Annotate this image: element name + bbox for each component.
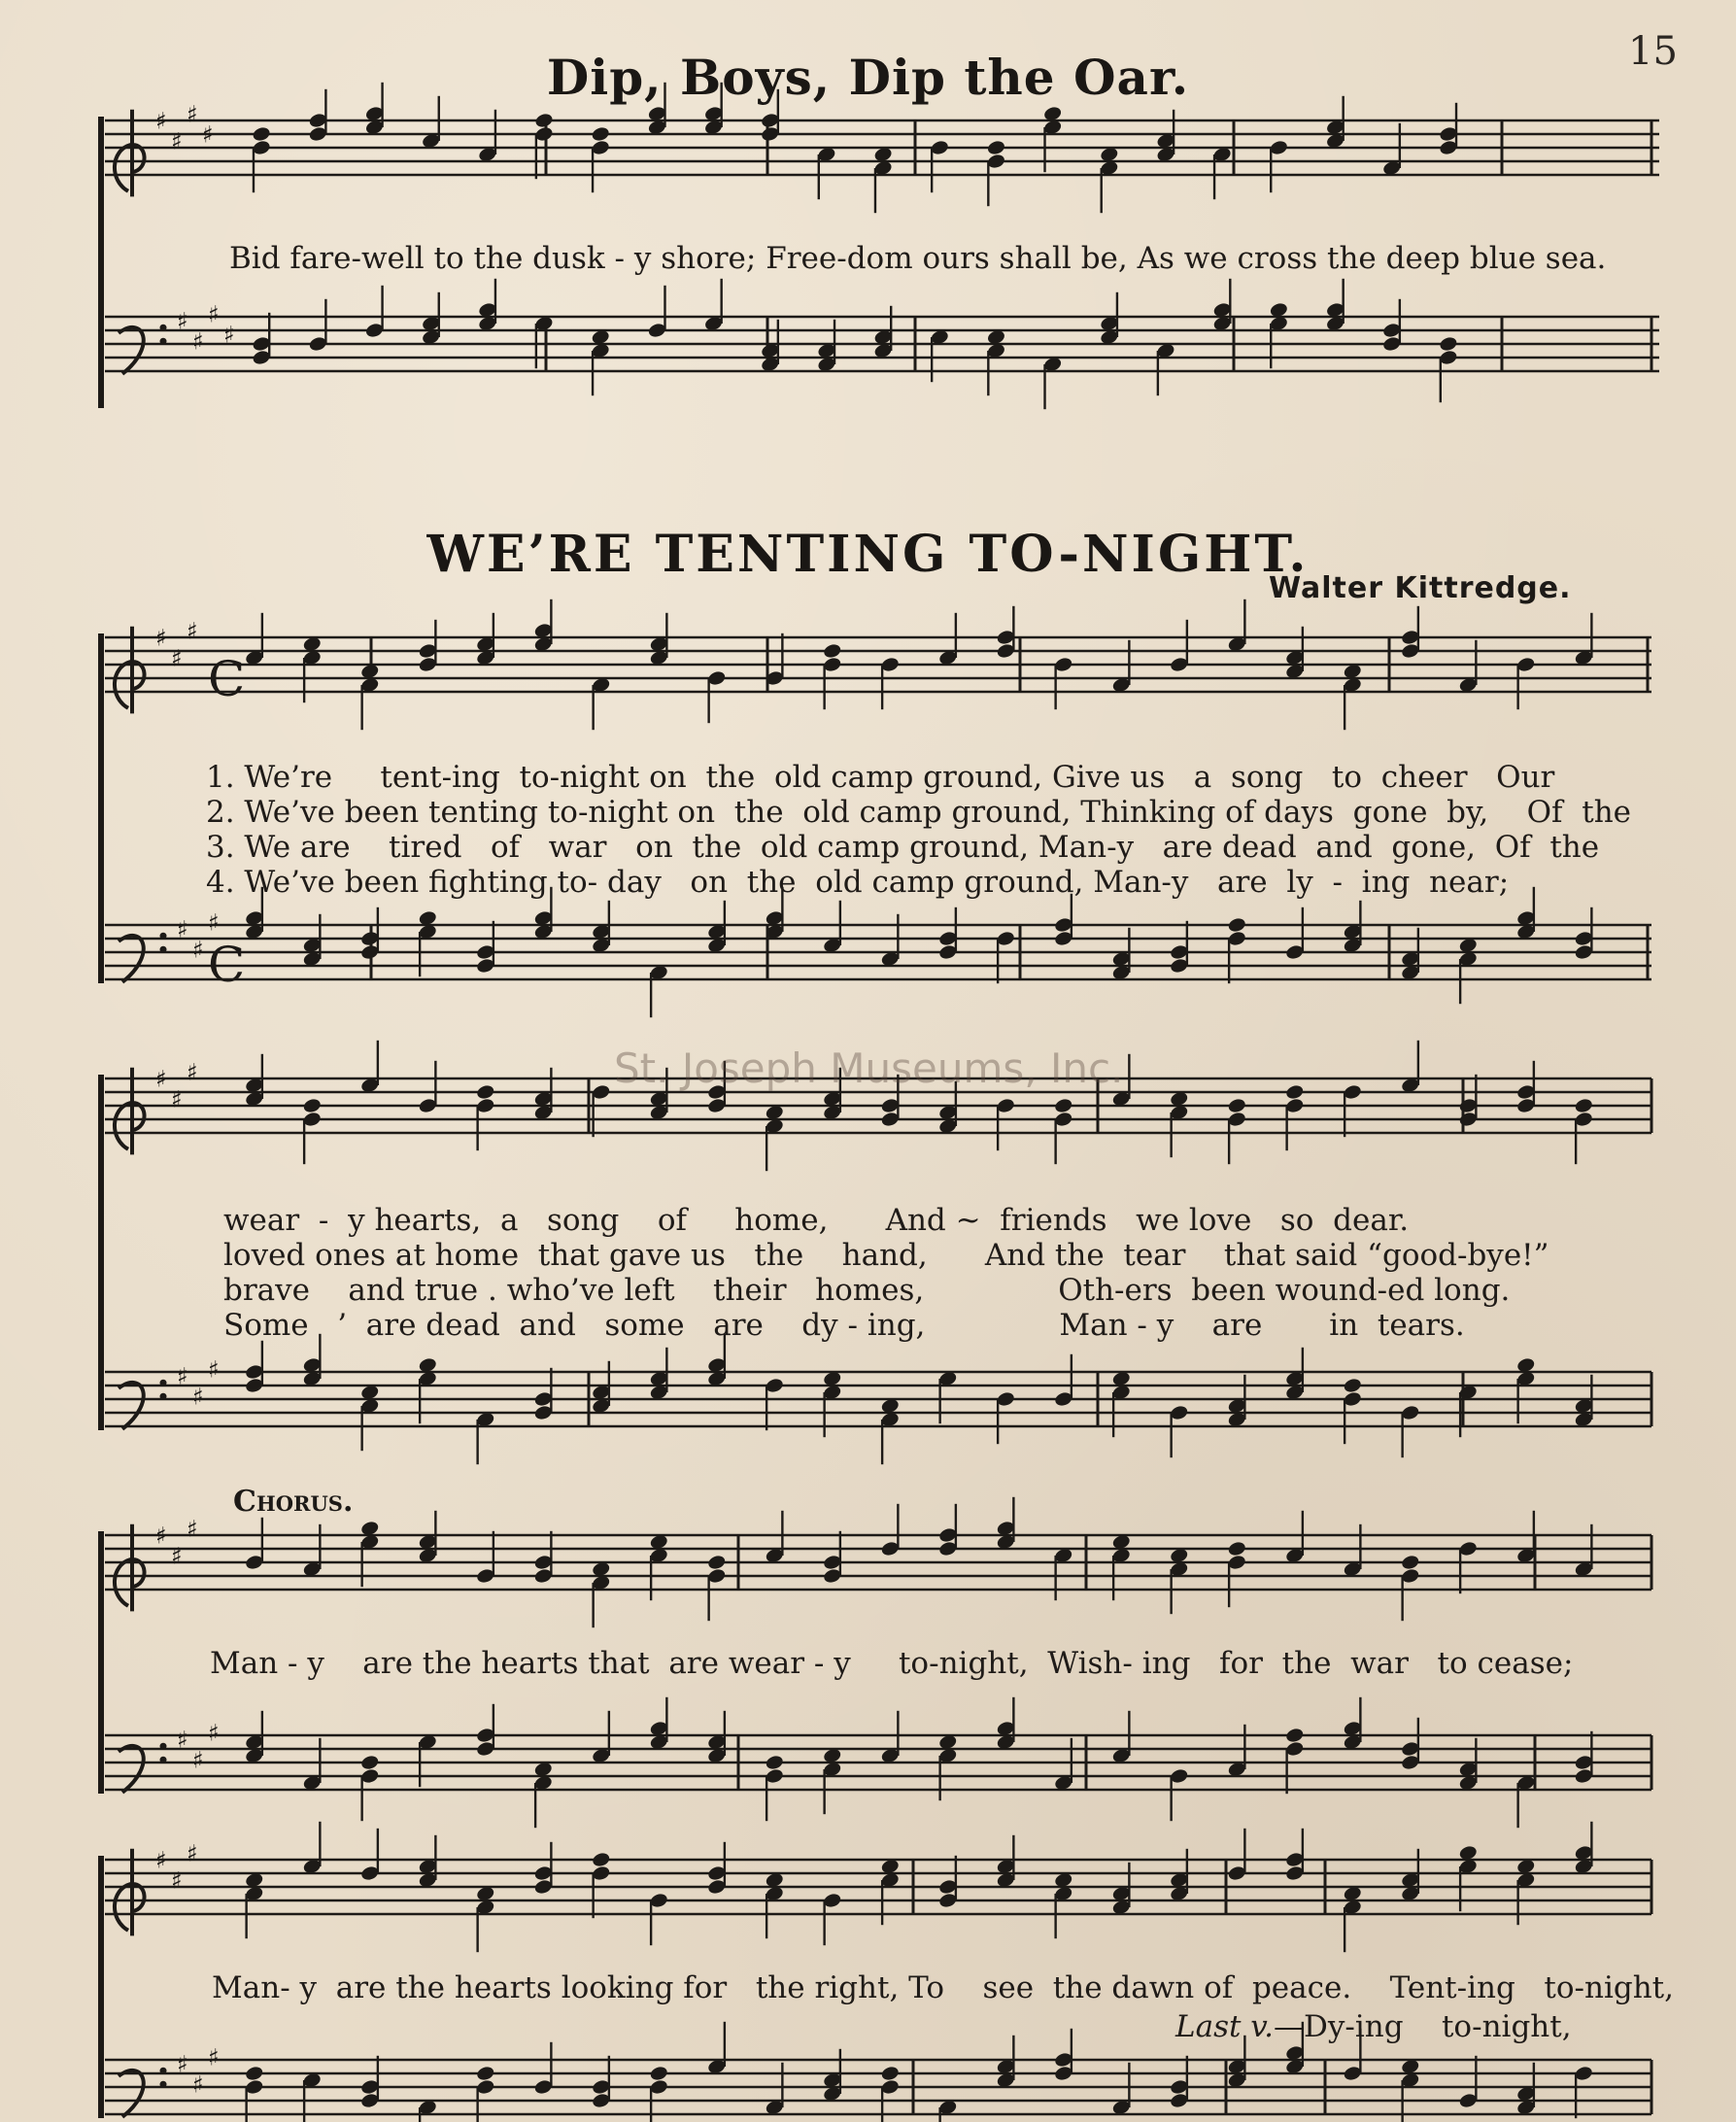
verse-line-2a: 2. We’ve been tenting to-night on the old camp ground, Thinking of days gone by, Of the <box>206 795 1632 830</box>
bass-staff-system-4 <box>105 2060 1651 2114</box>
treble-clef-icon <box>115 1849 145 1936</box>
sharp-sign-icon: ♯ <box>192 327 204 356</box>
bass-clef-dot <box>160 2068 167 2074</box>
bass-clef-dot <box>160 325 167 331</box>
verse-line-1a: 1. We’re tent-ing to-night on the old camp ground, Give us a song to cheer Our <box>206 760 1555 795</box>
sharp-sign-icon: ♯ <box>202 120 214 149</box>
sharp-sign-icon: ♯ <box>187 100 198 128</box>
treble-clef-icon <box>115 110 145 197</box>
bass-clef-dot <box>160 1757 167 1763</box>
sharp-sign-icon: ♯ <box>171 644 183 672</box>
note-head <box>591 125 611 143</box>
sharp-sign-icon: ♯ <box>177 307 188 335</box>
bass-staff-system-1 <box>105 925 1651 979</box>
sharp-sign-icon: ♯ <box>192 1383 204 1411</box>
note-head <box>649 2065 669 2082</box>
common-time-icon: C <box>208 651 246 707</box>
page-number: 15 <box>1628 29 1678 74</box>
verse-line-3a: 3. We are tired of war on the old camp ground, Man-y are dead and gone, Of the <box>206 830 1600 865</box>
sharp-sign-icon: ♯ <box>208 2043 220 2071</box>
chorus-line-1: Man - y are the hearts that are wear - y to-night, Wish- ing for the war to cease; <box>210 1646 1574 1681</box>
composer-credit: Walter Kittredge. <box>1269 571 1572 605</box>
sharp-sign-icon: ♯ <box>208 300 220 328</box>
sharp-sign-icon: ♯ <box>177 1726 188 1754</box>
verse-line-3b: brave and true . who’ve left their homes, Oth-ers been wound-ed long. <box>223 1273 1511 1308</box>
bass-clef-dot <box>160 2081 167 2088</box>
lyric-line-song1: Bid fare-well to the dusk - y shore; Free-dom ours shall be, As we cross the deep blue sea. <box>229 241 1607 276</box>
sharp-sign-icon: ♯ <box>192 2071 204 2099</box>
sharp-sign-icon: ♯ <box>155 1846 167 1874</box>
bass-clef-dot <box>160 1380 167 1386</box>
common-time-icon: C <box>208 937 246 993</box>
bass-staff-system-2 <box>105 1372 1651 1426</box>
sharp-sign-icon: ♯ <box>208 1719 220 1747</box>
treble-clef-icon <box>115 1068 145 1155</box>
note-head <box>475 1083 495 1101</box>
sharp-sign-icon: ♯ <box>177 2050 188 2078</box>
bass-clef-dot <box>160 933 167 940</box>
note-head <box>302 1097 323 1114</box>
note-head <box>986 139 1006 156</box>
bass-clef-dot <box>160 946 167 953</box>
note-head <box>1053 1097 1073 1114</box>
bass-clef-dot <box>160 1743 167 1750</box>
verse-line-4b: Some ’ are dead and some are dy - ing, Man - y are in tears. <box>223 1308 1465 1343</box>
verse-line-1b: wear - y hearts, a song of home, And ~ friends we love so dear. <box>223 1203 1410 1238</box>
treble-clef-icon <box>115 1524 145 1612</box>
bass-clef-icon <box>119 327 144 374</box>
song-title-tenting: WE’RE TENTING TO-NIGHT. <box>426 525 1310 584</box>
sharp-sign-icon: ♯ <box>187 1515 198 1543</box>
note-head <box>534 112 555 129</box>
note-head <box>1227 1097 1247 1114</box>
sharp-sign-icon: ♯ <box>155 107 167 135</box>
note-head <box>252 125 272 143</box>
note-head <box>1439 335 1459 353</box>
last-verse-line <box>1175 2009 1572 2044</box>
sharp-sign-icon: ♯ <box>171 1866 183 1895</box>
sharp-sign-icon: ♯ <box>155 624 167 652</box>
bass-staff-song1 <box>105 317 1659 371</box>
sharp-sign-icon: ♯ <box>171 1542 183 1570</box>
sharp-sign-icon: ♯ <box>177 1362 188 1390</box>
note-head <box>1227 1540 1247 1557</box>
note-head <box>244 2065 264 2082</box>
sharp-sign-icon: ♯ <box>208 908 220 937</box>
chorus-label: Chorus. <box>233 1485 354 1519</box>
song-title-dip-boys: Dip, Boys, Dip the Oar. <box>546 49 1190 106</box>
sharp-sign-icon: ♯ <box>208 1355 220 1384</box>
watermark-text: St. Joseph Museums, Inc. <box>614 1044 1124 1092</box>
sharp-sign-icon: ♯ <box>192 1746 204 1774</box>
sharp-sign-icon: ♯ <box>187 1058 198 1086</box>
note-head <box>706 1554 727 1571</box>
verse-line-4a: 4. We’ve been fighting to- day on the old camp ground, Man-y are ly - ing near; <box>206 865 1510 900</box>
sharp-sign-icon: ♯ <box>155 1522 167 1550</box>
sharp-sign-icon: ♯ <box>187 1839 198 1867</box>
bass-clef-icon <box>119 2071 144 2117</box>
treble-staff-system-4 <box>105 1860 1651 1914</box>
sharp-sign-icon: ♯ <box>223 321 235 349</box>
bass-clef-icon <box>119 936 144 982</box>
bass-clef-icon <box>119 1746 144 1793</box>
bass-staff-system-3 <box>105 1735 1651 1790</box>
sharp-sign-icon: ♯ <box>192 936 204 964</box>
note-head <box>765 1754 785 1771</box>
note-head <box>1574 1097 1594 1114</box>
treble-staff-system-1 <box>105 637 1651 692</box>
note-head <box>1343 1377 1363 1394</box>
note-head <box>822 642 842 660</box>
note-head <box>1400 1554 1420 1571</box>
sharp-sign-icon: ♯ <box>171 1085 183 1113</box>
note-head <box>1284 1083 1305 1101</box>
note-head <box>880 2065 901 2082</box>
note-head <box>359 1754 380 1771</box>
sharp-sign-icon: ♯ <box>187 617 198 645</box>
bass-clef-dot <box>160 1393 167 1400</box>
last-verse-text: —Dy-ing to-night, <box>1273 2009 1572 2044</box>
note-head <box>475 2065 495 2082</box>
sharp-sign-icon: ♯ <box>171 127 183 155</box>
note-head <box>1284 1727 1305 1744</box>
bass-clef-dot <box>160 338 167 345</box>
note-head <box>591 1851 611 1868</box>
note-head <box>1227 916 1247 934</box>
verse-line-2b: loved ones at home that gave us the hand, And the tear that said “good-bye!” <box>223 1238 1549 1273</box>
bass-clef-icon <box>119 1383 144 1429</box>
treble-staff-system-3 <box>105 1535 1651 1590</box>
sharp-sign-icon: ♯ <box>177 915 188 943</box>
chorus-line-2: Man- y are the hearts looking for the right, To see the dawn of peace. Tent-ing to-night, <box>212 1970 1674 2005</box>
sharp-sign-icon: ♯ <box>155 1065 167 1093</box>
treble-clef-icon <box>115 627 145 714</box>
last-verse-label: Last v. <box>1175 2009 1274 2044</box>
